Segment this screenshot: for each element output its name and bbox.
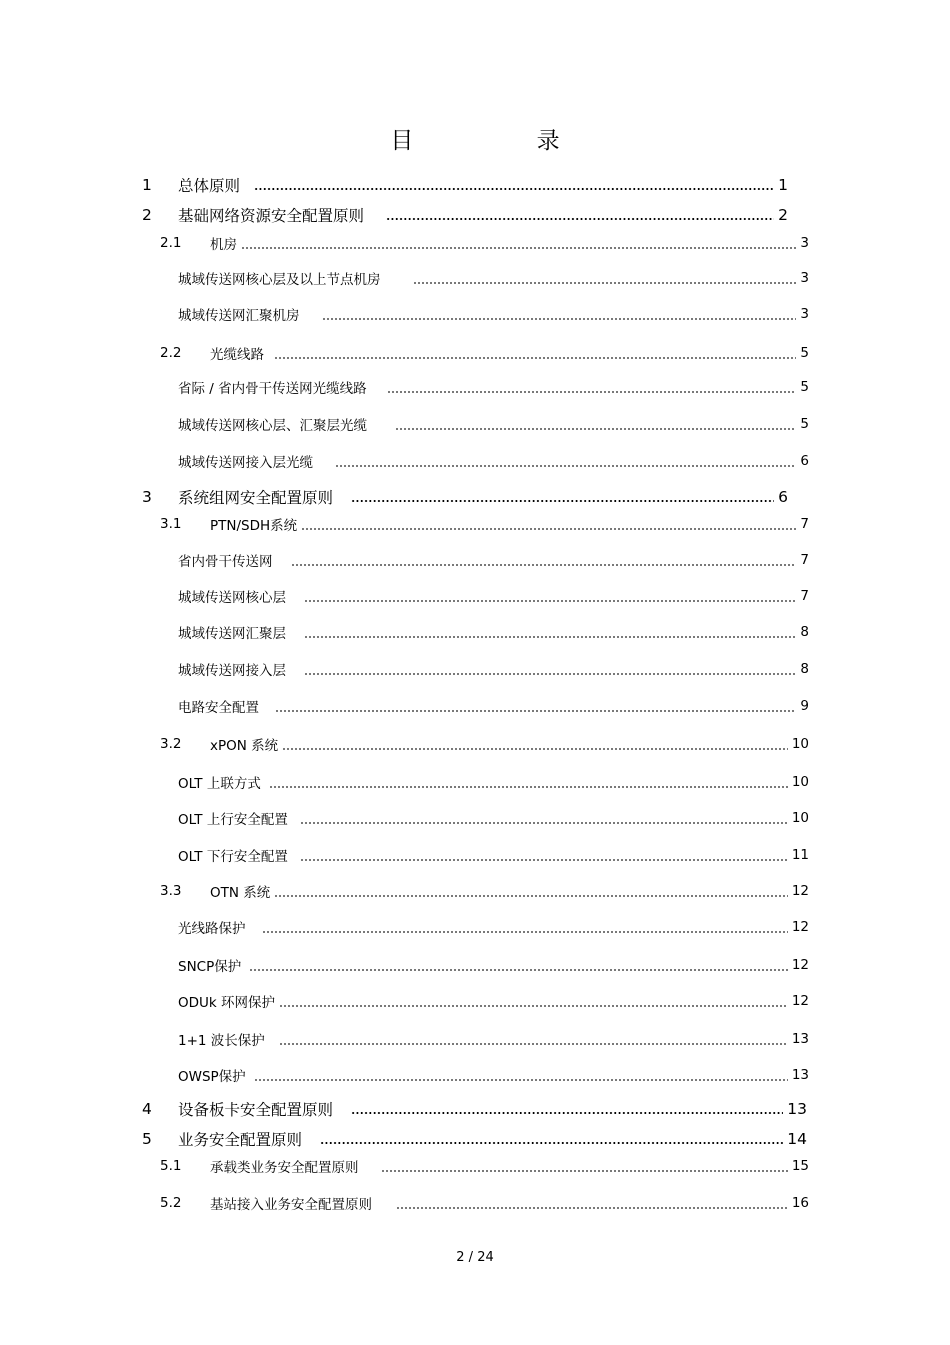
toc-entry-page: 8 (800, 661, 809, 677)
toc-entry-label: xPON 系统 (210, 738, 279, 754)
toc-entry[interactable] (178, 989, 809, 1013)
toc-entry-leader (387, 391, 797, 393)
toc-entry[interactable] (160, 1154, 809, 1178)
toc-entry-label: OWSP保护 (178, 1069, 246, 1085)
toc-entry-leader (254, 188, 774, 191)
toc-entry-number: 3 (142, 488, 152, 506)
toc-entry-leader (291, 564, 797, 566)
toc-entry-page: 16 (791, 1195, 809, 1211)
toc-entry-label: SNCP保护 (178, 959, 242, 975)
toc-entry[interactable] (160, 341, 809, 365)
toc-entry[interactable] (178, 657, 809, 681)
page-number (0, 1250, 950, 1265)
toc-entry-label: 总体原则 (178, 177, 241, 195)
toc-entry-page: 2 (778, 206, 788, 224)
toc-entry-leader (304, 636, 796, 638)
toc-entry-leader (304, 600, 796, 602)
toc-entry[interactable] (160, 512, 809, 536)
toc-entry-label: 系统组网安全配置原则 (178, 489, 334, 507)
toc-entry-leader (335, 465, 796, 467)
toc-entry-page: 3 (800, 306, 809, 322)
toc-entry-label: OLT 下行安全配置 (178, 849, 288, 865)
toc-entry-number: 2 (142, 206, 152, 224)
toc-entry-leader (274, 895, 788, 897)
toc-entry-page: 3 (800, 270, 809, 286)
toc-entry-page: 6 (778, 488, 788, 506)
toc-entry-label: 城域传送网接入层 (178, 663, 286, 679)
toc-entry-leader (269, 786, 788, 788)
toc-entry-leader (249, 969, 788, 971)
toc-entry-page: 7 (800, 552, 809, 568)
toc-entry-number: 5.2 (160, 1195, 182, 1211)
toc-entry-label: OTN 系统 (210, 885, 271, 901)
toc-entry-label: PTN/SDH系统 (210, 518, 298, 534)
toc-entry[interactable] (178, 694, 809, 718)
toc-entry-leader (279, 1005, 788, 1007)
toc-entry-label: 光线路保护 (178, 921, 246, 937)
toc-entry-page: 9 (800, 698, 809, 714)
toc-entry-leader (351, 500, 774, 503)
toc-entry-leader (274, 357, 796, 359)
toc-entry-number: 4 (142, 1100, 152, 1118)
toc-entry-page: 13 (791, 1067, 809, 1083)
toc-entry-page: 5 (800, 416, 809, 432)
toc-entry-label: 城域传送网核心层 (178, 590, 286, 606)
toc-entry-label: 设备板卡安全配置原则 (178, 1101, 334, 1119)
toc-entry-number: 5.1 (160, 1158, 182, 1174)
toc-entry-leader (304, 673, 796, 675)
toc-entry-page: 13 (791, 1031, 809, 1047)
toc-entry-page: 12 (791, 919, 809, 935)
toc-entry-page: 10 (791, 736, 809, 752)
toc-entry[interactable] (178, 412, 809, 436)
toc-entry-leader (322, 318, 797, 320)
toc-entry[interactable] (178, 1027, 809, 1051)
toc-entry[interactable] (178, 302, 809, 326)
toc-entry-leader (351, 1112, 783, 1115)
toc-entry[interactable] (178, 266, 809, 290)
toc-entry-leader (320, 1142, 783, 1145)
toc-entry-label: 城域传送网汇聚层 (178, 626, 286, 642)
toc-entry-label: 基础网络资源安全配置原则 (178, 207, 365, 225)
toc-entry-label: 业务安全配置原则 (178, 1131, 303, 1149)
toc-entry-page: 7 (800, 516, 809, 532)
toc-entry-label: 城域传送网核心层、汇聚层光缆 (178, 418, 367, 434)
toc-entry[interactable] (178, 620, 809, 644)
toc-entry-page: 13 (787, 1100, 807, 1118)
toc-entry-page: 1 (778, 176, 788, 194)
toc-entry-label: 电路安全配置 (178, 700, 259, 716)
toc-entry[interactable] (178, 548, 809, 572)
toc-entry-label: 城域传送网汇聚机房 (178, 308, 300, 324)
toc-entry-number: 2.1 (160, 235, 182, 251)
toc-entry-label: 光缆线路 (210, 347, 264, 363)
toc-entry-number: 3.2 (160, 736, 182, 752)
toc-entry-leader (300, 859, 788, 861)
toc-entry-page: 6 (800, 453, 809, 469)
toc-entry-page: 8 (800, 624, 809, 640)
toc-entry[interactable] (178, 449, 809, 473)
toc-entry-number: 2.2 (160, 345, 182, 361)
toc-entry[interactable] (178, 375, 809, 399)
toc-entry[interactable] (142, 173, 788, 197)
toc-entry-label: 城域传送网接入层光缆 (178, 455, 313, 471)
toc-entry-leader (300, 822, 788, 824)
toc-entry-label: 1+1 波长保护 (178, 1033, 265, 1049)
page-separator: / (468, 1250, 474, 1265)
toc-entry-label: 机房 (210, 237, 237, 253)
toc-entry[interactable] (178, 953, 809, 977)
toc-entry-leader (254, 1079, 788, 1081)
toc-entry[interactable] (178, 915, 809, 939)
toc-entry-number: 3.3 (160, 883, 182, 899)
toc-entry-leader (386, 218, 774, 221)
toc-entry-page: 10 (791, 810, 809, 826)
toc-entry-page: 12 (791, 993, 809, 1009)
toc-entry-label: OLT 上行安全配置 (178, 812, 288, 828)
toc-entry-leader (301, 528, 796, 530)
toc-entry-number: 3.1 (160, 516, 182, 532)
toc-entry-page: 3 (800, 235, 809, 251)
toc-entry-page: 5 (800, 345, 809, 361)
toc-entry[interactable] (142, 203, 788, 227)
toc-entry[interactable] (178, 843, 809, 867)
toc-entry-page: 10 (791, 774, 809, 790)
page-current: 2 (456, 1250, 465, 1265)
toc-entry[interactable] (160, 879, 809, 903)
toc-entry[interactable] (142, 1097, 807, 1121)
toc-entry[interactable] (160, 231, 809, 255)
toc-entry-label: 城域传送网核心层及以上节点机房 (178, 272, 381, 288)
page-title: 目 录 (390, 128, 618, 154)
toc-entry-leader (282, 748, 788, 750)
toc-entry[interactable] (142, 1127, 807, 1151)
toc-entry-page: 12 (791, 957, 809, 973)
toc-entry-leader (279, 1043, 788, 1045)
toc-entry[interactable] (178, 584, 809, 608)
toc-entry-label: OLT 上联方式 (178, 776, 261, 792)
toc-entry-leader (275, 710, 796, 712)
toc-entry-page: 12 (791, 883, 809, 899)
toc-entry-number: 1 (142, 176, 152, 194)
toc-entry[interactable] (178, 1063, 809, 1087)
toc-entry[interactable] (178, 806, 809, 830)
toc-entry-page: 11 (791, 847, 809, 863)
toc-entry-page: 14 (787, 1130, 807, 1148)
toc-entry-label: 省际 / 省内骨干传送网光缆线路 (178, 381, 367, 397)
toc-entry-page: 15 (791, 1158, 809, 1174)
toc-entry[interactable] (160, 732, 809, 756)
page-total: 24 (477, 1250, 494, 1265)
toc-entry-label: ODUk 环网保护 (178, 995, 276, 1011)
toc-entry-number: 5 (142, 1130, 152, 1148)
toc-entry-leader (241, 247, 796, 249)
toc-entry[interactable] (160, 1191, 809, 1215)
toc-entry-leader (381, 1170, 788, 1172)
toc-entry-label: 承载类业务安全配置原则 (210, 1160, 359, 1176)
toc-entry-page: 7 (800, 588, 809, 604)
toc-entry-leader (395, 428, 796, 430)
toc-entry-label: 省内骨干传送网 (178, 554, 273, 570)
toc-entry-leader (396, 1207, 788, 1209)
toc-entry-label: 基站接入业务安全配置原则 (210, 1197, 372, 1213)
toc-entry[interactable] (142, 485, 788, 509)
toc-entry[interactable] (178, 770, 809, 794)
toc-entry-page: 5 (800, 379, 809, 395)
toc-entry-leader (262, 931, 788, 933)
toc-entry-leader (413, 282, 797, 284)
